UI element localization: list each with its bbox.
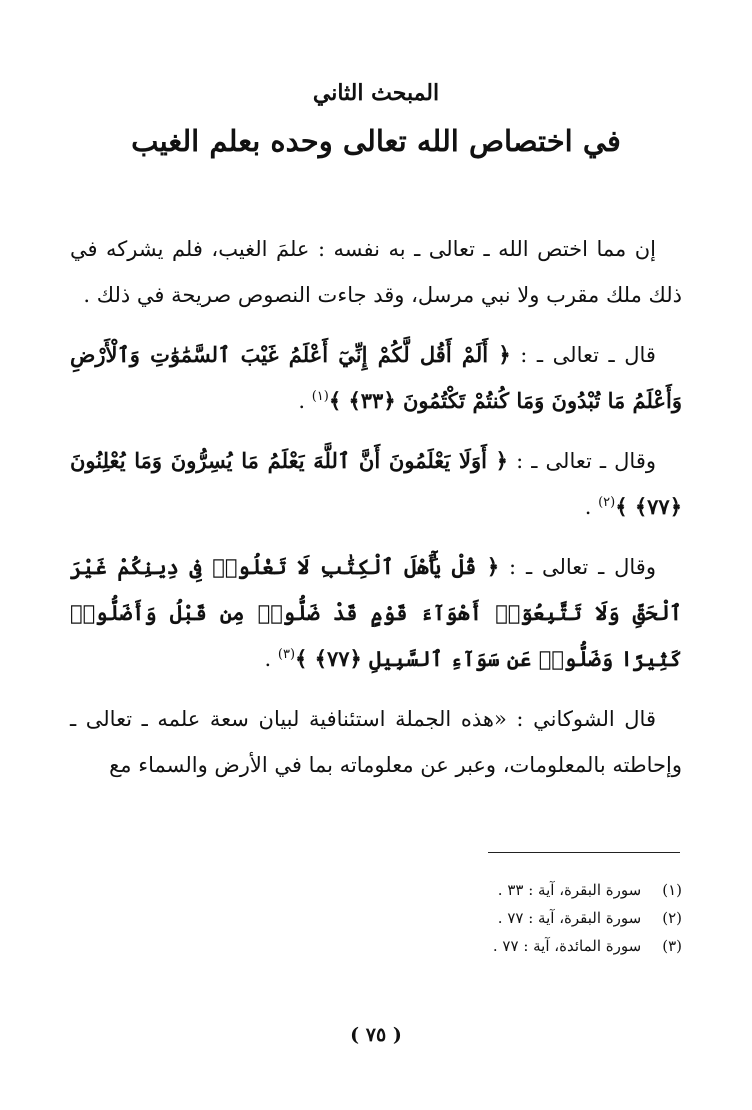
footnote-text: سورة البقرة، آية : ٣٣ . <box>497 881 642 899</box>
footnote-divider <box>488 852 680 853</box>
footnote-text: سورة البقرة، آية : ٧٧ . <box>497 909 642 927</box>
footnote-text: سورة المائدة، آية : ٧٧ . <box>492 937 642 955</box>
quran-verse-2: ﴿ أَوَلَا يَعْلَمُونَ أَنَّ ٱللَّهَ يَعْلَمُ مَا يُسِرُّونَ وَمَا يُعْلِنُونَ ﴿٧٧﴾ ﴾ <box>70 448 682 519</box>
footnote-number: (٣) <box>662 937 682 955</box>
quote-2-end: . <box>584 495 599 519</box>
section-title: في اختصاص الله تعالى وحده بعلم الغيب <box>131 124 621 158</box>
intro-paragraph: إن مما اختص الله ـ تعالى ـ به نفسه : علمَ الغيب، فلم يشركه في ذلك ملك مقرب ولا نبي مرسل، وقد جاءت النصوص صريحة في ذلك . <box>70 237 682 307</box>
quote-2-intro: وقال ـ تعالى ـ : <box>516 449 656 473</box>
footnote-number: (٢) <box>662 909 682 927</box>
quote-3-intro: وقال ـ تعالى ـ : <box>509 555 656 579</box>
quote-3-end: . <box>264 647 278 671</box>
footnotes <box>70 876 682 960</box>
footnote-3 <box>70 932 682 960</box>
page-number: ( ٧٥ ) <box>350 1024 402 1046</box>
quote-paragraph-1 <box>70 332 682 424</box>
body-text <box>70 226 682 802</box>
footnote-ref-3: (٣) <box>277 647 296 662</box>
footnote-number: (١) <box>662 881 682 899</box>
quran-verse-3: ﴿ قُلْ يَٰٓأَهْلَ ٱلْكِتَٰبِ لَا تَغْلُوا۟ فِى دِينِكُمْ غَيْرَ ٱلْحَقِّ وَلَا تَتَّبِعُوٓا۟ أَهْوَآءَ قَوْمٍ قَدْ ضَلُّوا۟ مِن قَبْلُ وَأَضَلُّوا۟ كَثِيرًا وَضَلُّوا۟ عَن سَوَآءِ ٱلسَّبِيلِ ﴿٧٧﴾ ﴾ <box>70 554 682 671</box>
footnote-2 <box>70 904 682 932</box>
shawkani-paragraph: قال الشوكاني : «هذه الجملة استئنافية لبيان سعة علمه ـ تعالى ـ وإحاطته بالمعلومات، وعبر عن معلوماته بما في الأرض والسماء مع <box>70 707 682 777</box>
quote-1-end: . <box>298 389 312 413</box>
section-label: المبحث الثاني <box>312 80 440 106</box>
footnote-ref-1: (١) <box>311 389 329 404</box>
footnote-ref-2: (٢) <box>598 495 616 510</box>
quran-verse-1: ﴿ أَلَمْ أَقُل لَّكُمْ إِنِّيٓ أَعْلَمُ غَيْبَ ٱلسَّمَٰوَٰتِ وَٱلْأَرْضِ وَأَعْلَمُ مَا تُبْدُونَ وَمَا كُنتُمْ تَكْتُمُونَ ﴿٣٣﴾ ﴾ <box>70 342 682 413</box>
quote-paragraph-2 <box>70 438 682 530</box>
quote-paragraph-3 <box>70 544 682 682</box>
quote-1-intro: قال ـ تعالى ـ : <box>520 343 656 367</box>
footnote-1 <box>70 876 682 904</box>
